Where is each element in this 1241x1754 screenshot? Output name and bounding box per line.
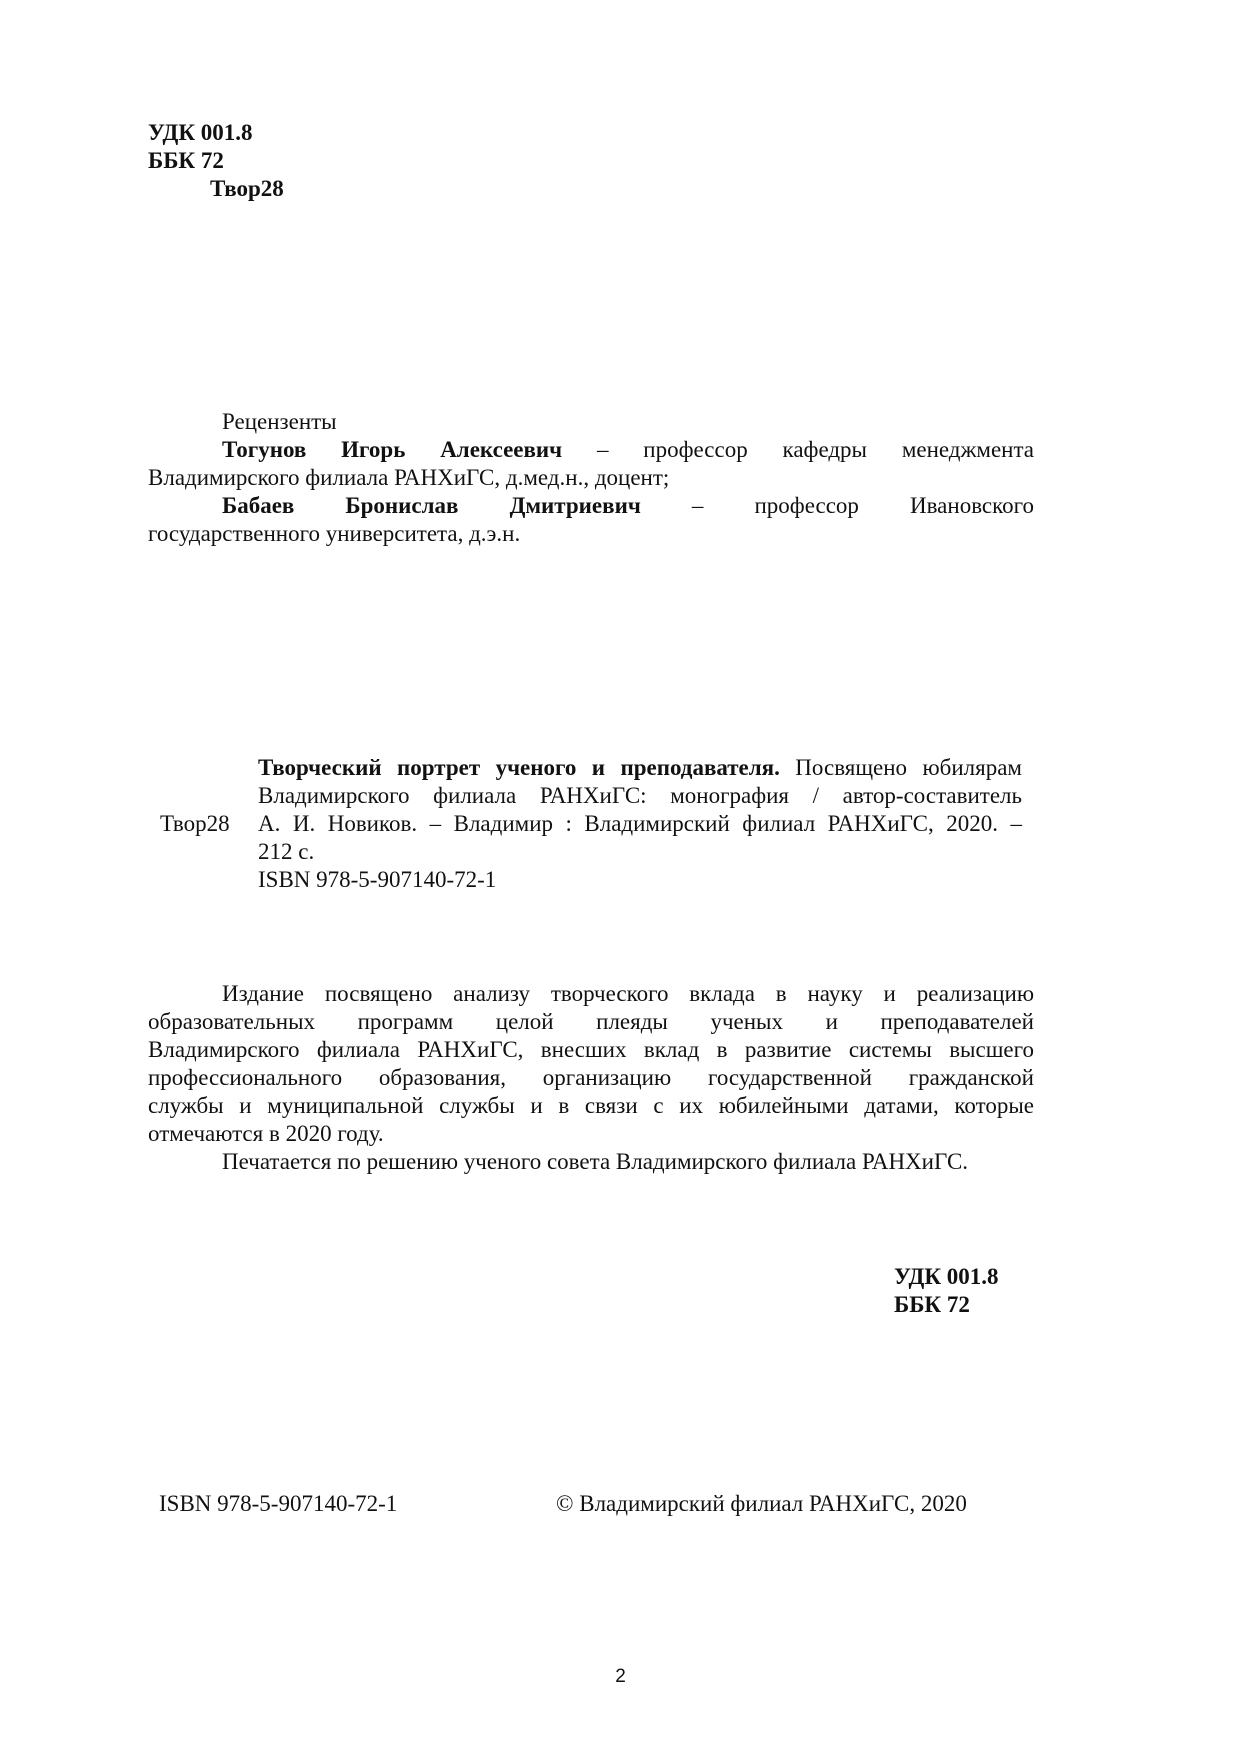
reviewer-1-line-2: Владимирского филиала РАНХиГС, д.мед.н., доцент;: [148, 465, 670, 490]
biblio-line-1: [258, 754, 1022, 782]
reviewer-2-line-1: [148, 492, 1034, 520]
reviewer-2-name: Бабаев Бронислав Дмитриевич: [222, 493, 641, 518]
reviewer-2-position: – профессор Ивановского: [640, 493, 1034, 518]
classification-codes-bottom: [894, 1263, 999, 1319]
page-number: 2: [615, 1666, 626, 1687]
biblio-author-mark: Твор28: [160, 811, 230, 836]
biblio-isbn: ISBN 978-5-907140-72-1: [258, 867, 497, 892]
abstract-line: профессионального образования, организацию государственной гражданской: [148, 1065, 1034, 1090]
author-mark: Твор28: [210, 176, 284, 201]
abstract-line: службы и муниципальной службы и в связи с их юбилейными датами, которые: [148, 1093, 1034, 1118]
bbk-code: ББК 72: [148, 148, 224, 173]
reviewer-2-line-2: государственного университета, д.э.н.: [148, 521, 521, 546]
classification-codes-top: [148, 119, 284, 203]
udk-code-bottom: УДК 001.8: [894, 1264, 999, 1289]
udk-code: УДК 001.8: [148, 120, 253, 145]
reviewer-1-position: – профессор кафедры менеджмента: [562, 437, 1034, 462]
biblio-dedication: Посвящено юбилярам: [779, 755, 1022, 780]
reviewer-1-line-1: [148, 436, 1034, 464]
footer-isbn: ISBN 978-5-907140-72-1: [159, 1491, 398, 1516]
biblio-line-3: А. И. Новиков. – Владимир : Владимирский филиал РАНХиГС, 2020. –: [258, 811, 1022, 836]
book-title: Творческий портрет ученого и преподавателя.: [258, 755, 780, 780]
bibliographic-record: [258, 754, 1022, 894]
print-note: Печатается по решению ученого совета Владимирского филиала РАНХиГС.: [222, 1149, 969, 1174]
reviewers-label: Рецензенты: [222, 409, 337, 434]
abstract-line: Издание посвящено анализу творческого вклада в науку и реализацию: [222, 981, 1034, 1006]
abstract-line: образовательных программ целой плеяды ученых и преподавателей: [148, 1009, 1034, 1034]
biblio-line-4: 212 с.: [258, 839, 315, 864]
reviewer-1-name: Тогунов Игорь Алексеевич: [222, 437, 563, 462]
abstract-line: отмечаются в 2020 году.: [148, 1121, 384, 1146]
abstract-line: Владимирского филиала РАНХиГС, внесших вклад в развитие системы высшего: [148, 1037, 1034, 1062]
footer-copyright: © Владимирский филиал РАНХиГС, 2020: [556, 1491, 967, 1516]
bbk-code-bottom: ББК 72: [894, 1292, 970, 1317]
abstract-block: [148, 980, 1034, 1176]
biblio-line-2: Владимирского филиала РАНХиГС: монография / автор-составитель: [258, 783, 1022, 808]
reviewers-block: [148, 408, 1034, 548]
